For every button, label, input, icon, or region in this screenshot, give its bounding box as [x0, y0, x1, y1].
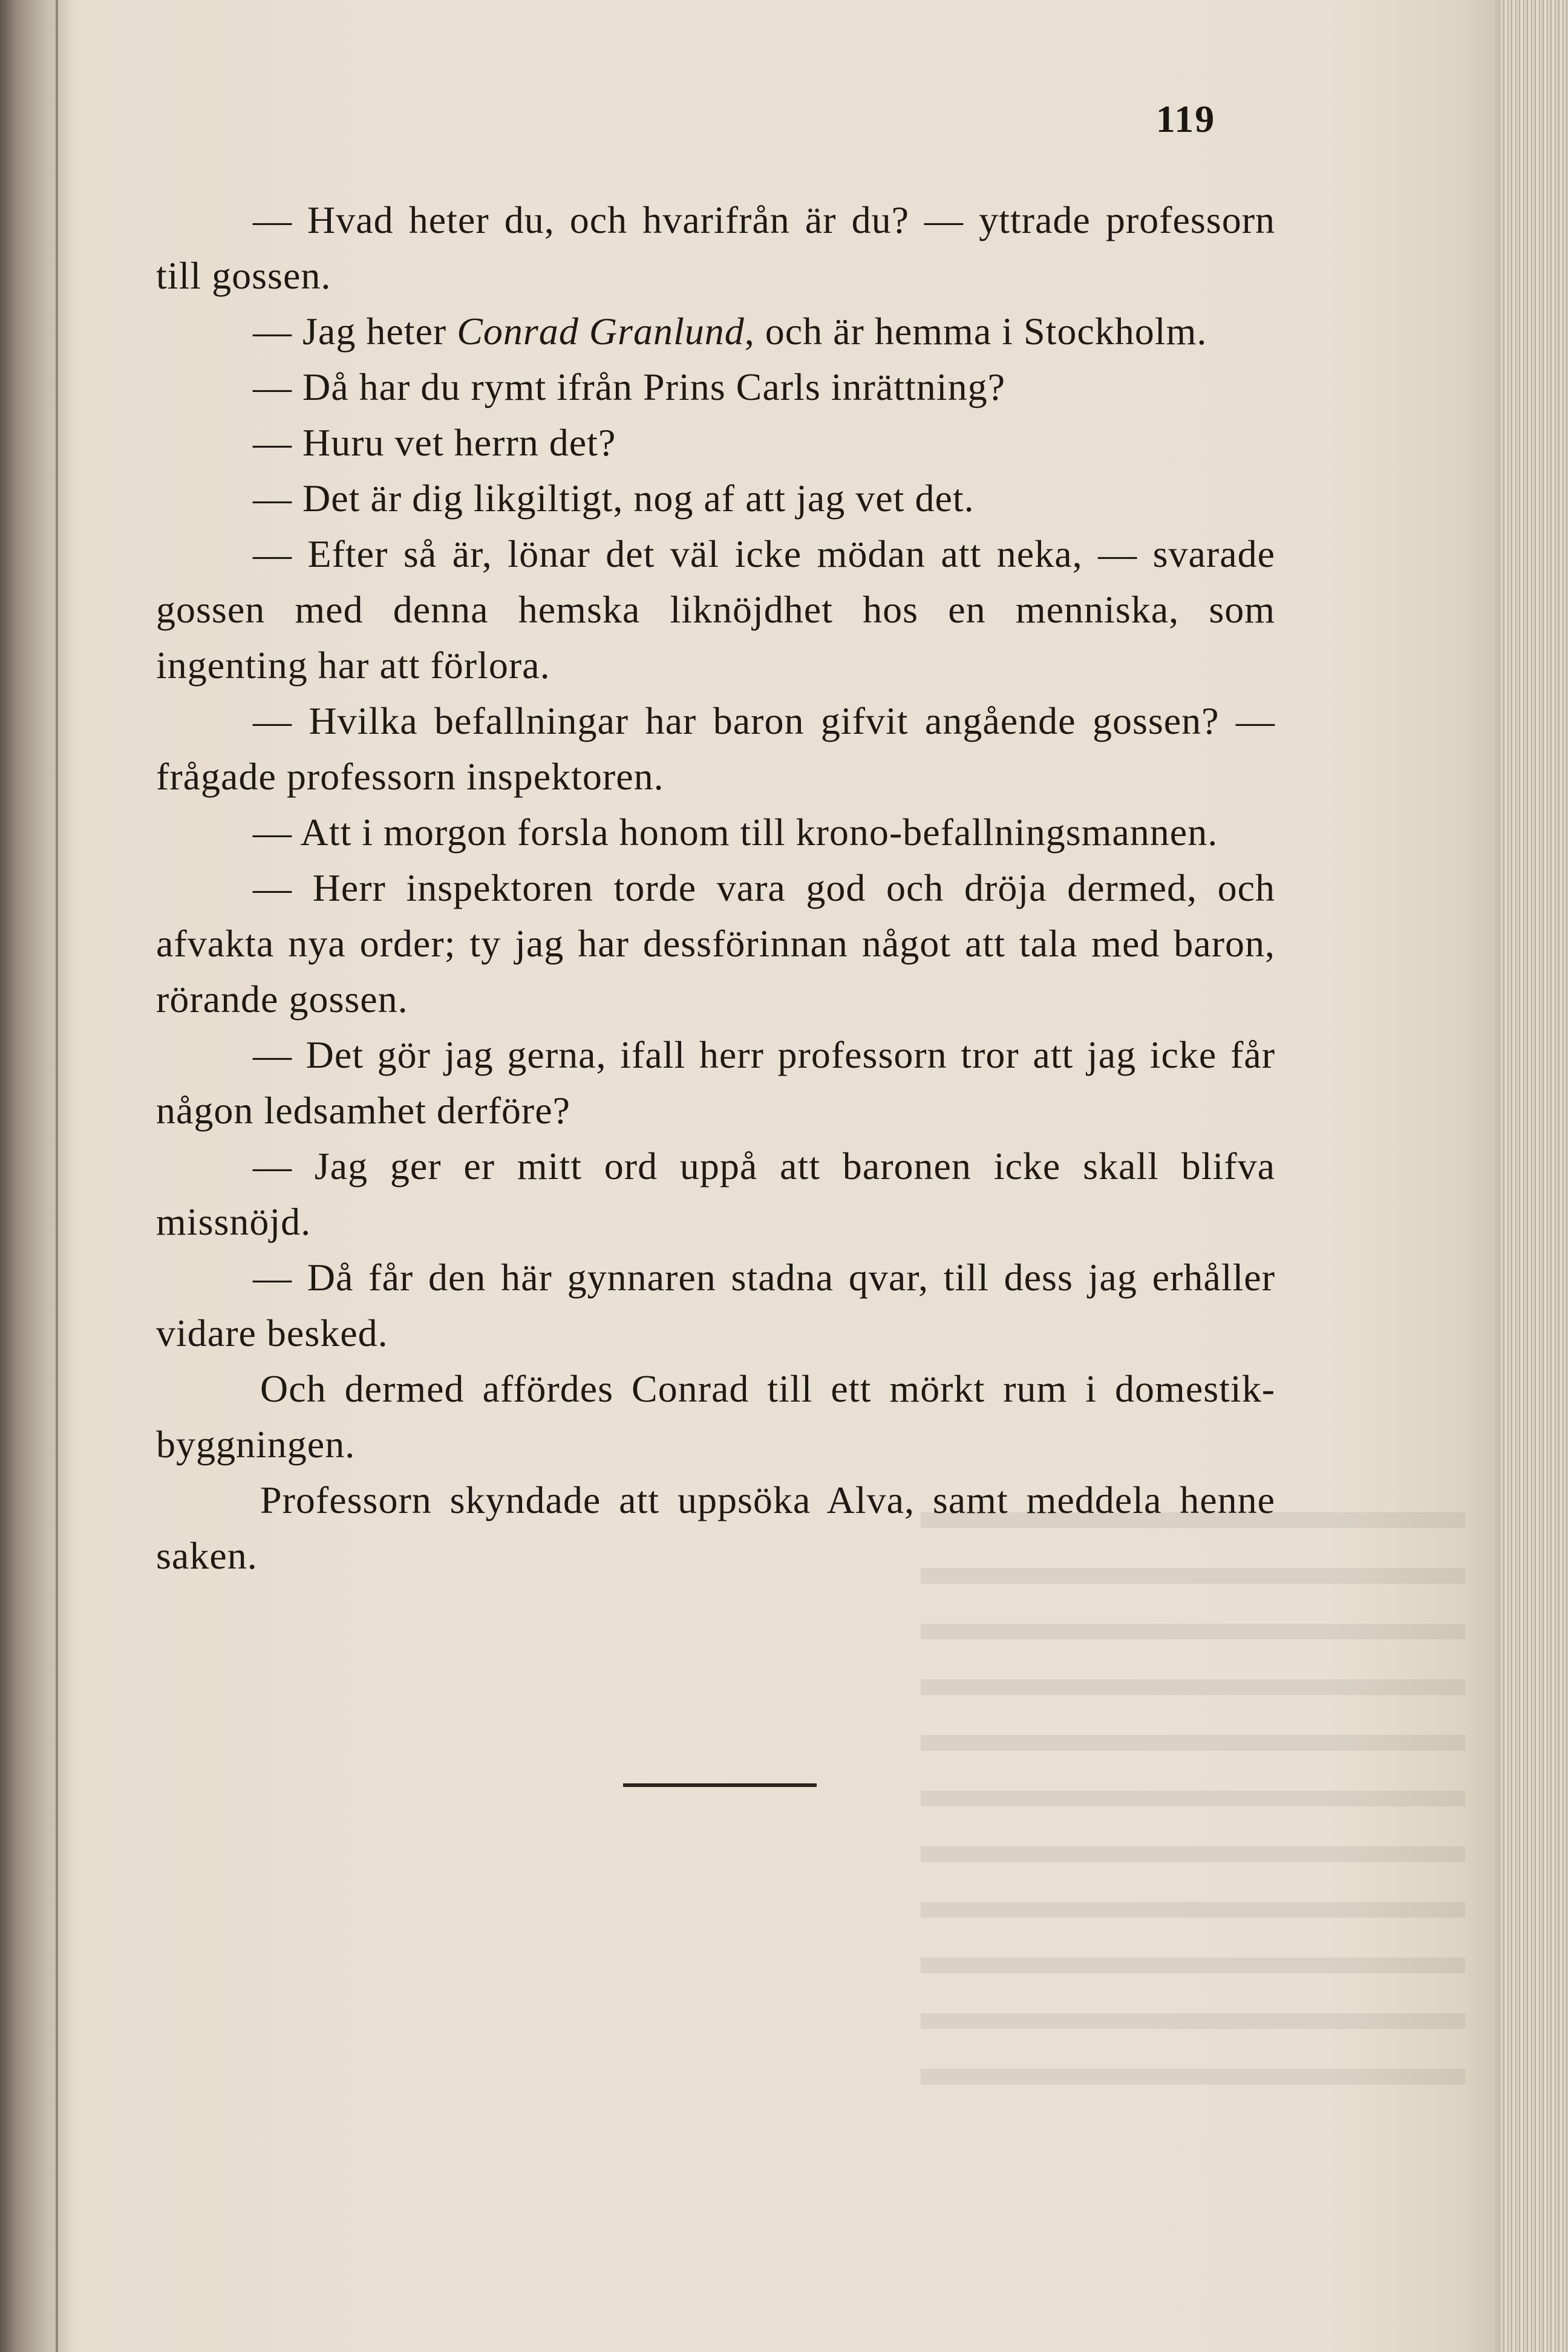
- paragraph: — Hvad heter du, och hvarifrån är du? — yttrade professorn till gossen.: [156, 198, 1275, 297]
- page-edges: [1500, 0, 1568, 2352]
- paragraph: — Efter så är, lönar det väl icke mödan att neka, — svarade gossen med denna hemska liknöjdhet hos en menniska, som ingenting har att förlora.: [156, 532, 1275, 687]
- paragraph: Professorn skyndade att uppsöka Alva, samt meddela henne saken.: [156, 1478, 1275, 1577]
- show-through: [921, 1512, 1465, 2117]
- paragraph: — Att i morgon forsla honom till krono-befallningsmannen.: [253, 811, 1218, 854]
- paragraph: [156, 304, 1275, 359]
- paragraph: — Jag ger er mitt ord uppå att baronen icke skall blifva missnöjd.: [156, 1145, 1275, 1243]
- paragraph: — Då får den här gynnaren stadna qvar, till dess jag erhåller vidare besked.: [156, 1256, 1275, 1354]
- paragraph: Och dermed affördes Conrad till ett mörkt rum i domestik-byggningen.: [156, 1367, 1275, 1466]
- paragraph: — Hvilka befallningar har baron gifvit angående gossen? — frågade professorn inspektoren.: [156, 699, 1275, 798]
- paragraph-text: , och är hemma i Stockholm.: [744, 310, 1207, 353]
- book-gutter: [0, 0, 71, 2352]
- italic-name: Conrad Granlund: [457, 310, 745, 353]
- paragraph: — Det gör jag gerna, ifall herr professorn tror att jag icke får någon ledsamhet derföre?: [156, 1033, 1275, 1132]
- paragraph-text: — Jag heter: [253, 310, 457, 353]
- paragraph: — Herr inspektoren torde vara god och dröja dermed, och afvakta nya order; ty jag har dessförinnan något att tala med baron, rörande gossen.: [156, 866, 1275, 1021]
- paragraph: — Det är dig likgiltigt, nog af att jag vet det.: [253, 477, 975, 520]
- page-number: 119: [1155, 97, 1216, 140]
- paragraph: — Då har du rymt ifrån Prins Carls inrättning?: [253, 365, 1005, 408]
- gutter-fold: [56, 0, 58, 2352]
- section-rule: [623, 1783, 817, 1787]
- body-text: [156, 192, 1275, 1584]
- paragraph: — Huru vet herrn det?: [253, 421, 616, 464]
